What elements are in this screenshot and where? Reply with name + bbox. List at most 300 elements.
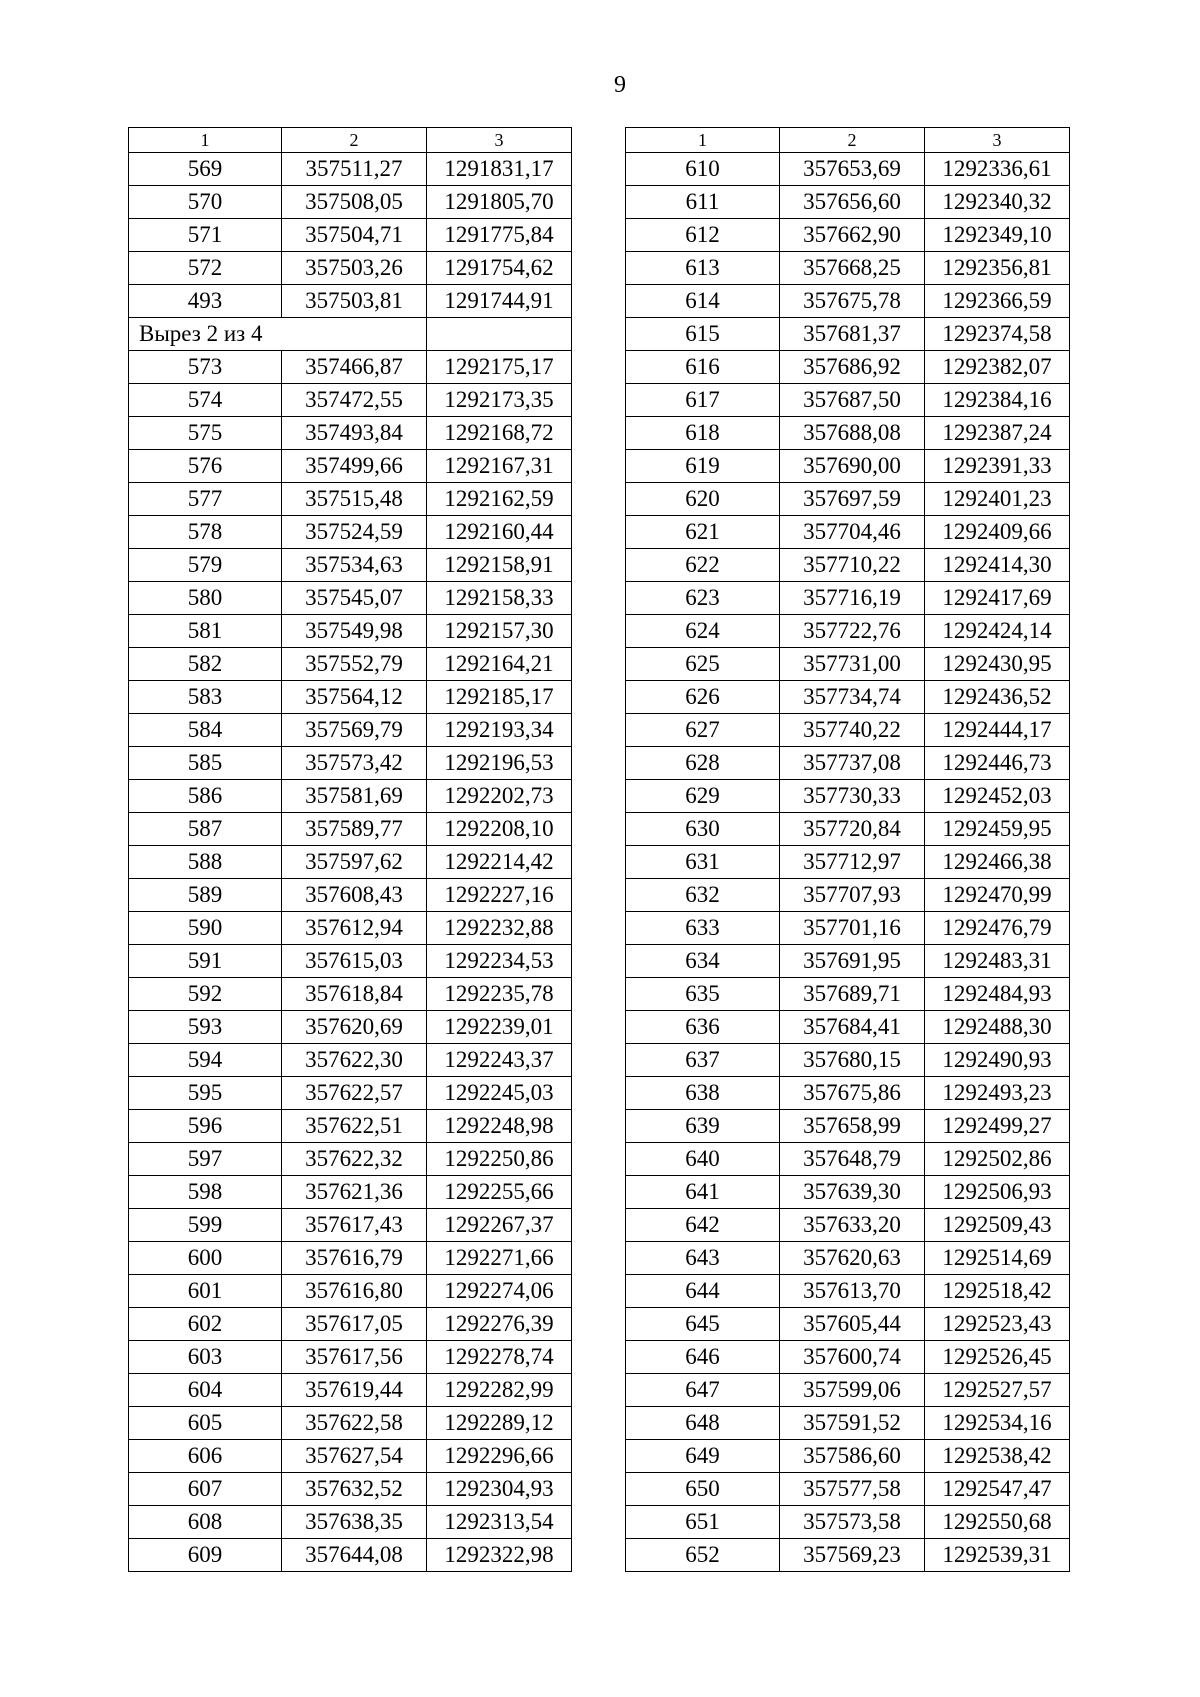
x-coordinate-cell: 357552,79 xyxy=(282,648,427,681)
table-row xyxy=(129,780,572,813)
x-coordinate-cell: 357622,57 xyxy=(282,1077,427,1110)
point-number-cell: 586 xyxy=(129,780,282,813)
y-coordinate-cell: 1292430,95 xyxy=(925,648,1070,681)
x-coordinate-cell: 357620,69 xyxy=(282,1011,427,1044)
table-row xyxy=(129,648,572,681)
x-coordinate-cell: 357515,48 xyxy=(282,483,427,516)
y-coordinate-cell: 1292484,93 xyxy=(925,978,1070,1011)
table-row xyxy=(129,912,572,945)
point-number-cell: 639 xyxy=(626,1110,780,1143)
x-coordinate-cell: 357621,36 xyxy=(282,1176,427,1209)
table-row xyxy=(129,1176,572,1209)
point-number-cell: 632 xyxy=(626,879,780,912)
point-number-cell: 614 xyxy=(626,285,780,318)
table-row xyxy=(626,1209,1070,1242)
point-number-cell: 640 xyxy=(626,1143,780,1176)
x-coordinate-cell: 357618,84 xyxy=(282,978,427,1011)
x-coordinate-cell: 357684,41 xyxy=(780,1011,925,1044)
x-coordinate-cell: 357712,97 xyxy=(780,846,925,879)
x-coordinate-cell: 357620,63 xyxy=(780,1242,925,1275)
point-number-cell: 647 xyxy=(626,1374,780,1407)
point-number-cell: 595 xyxy=(129,1077,282,1110)
table-row xyxy=(626,1044,1070,1077)
point-number-cell: 593 xyxy=(129,1011,282,1044)
point-number-cell: 570 xyxy=(129,186,282,219)
x-coordinate-cell: 357675,78 xyxy=(780,285,925,318)
table-row xyxy=(626,681,1070,714)
y-coordinate-cell: 1292255,66 xyxy=(427,1176,572,1209)
table-row xyxy=(129,285,572,318)
point-number-cell: 646 xyxy=(626,1341,780,1374)
column-header-3: 3 xyxy=(427,128,572,153)
x-coordinate-cell: 357524,59 xyxy=(282,516,427,549)
point-number-cell: 589 xyxy=(129,879,282,912)
table-header-row xyxy=(129,128,572,153)
table-row xyxy=(626,582,1070,615)
y-coordinate-cell: 1292271,66 xyxy=(427,1242,572,1275)
x-coordinate-cell: 357668,25 xyxy=(780,252,925,285)
x-coordinate-cell: 357704,46 xyxy=(780,516,925,549)
point-number-cell: 591 xyxy=(129,945,282,978)
table-row xyxy=(129,1473,572,1506)
x-coordinate-cell: 357734,74 xyxy=(780,681,925,714)
table-row xyxy=(129,186,572,219)
table-row xyxy=(626,747,1070,780)
x-coordinate-cell: 357675,86 xyxy=(780,1077,925,1110)
table-row xyxy=(626,1374,1070,1407)
table-row xyxy=(626,549,1070,582)
x-coordinate-cell: 357653,69 xyxy=(780,153,925,186)
point-number-cell: 651 xyxy=(626,1506,780,1539)
point-number-cell: 584 xyxy=(129,714,282,747)
y-coordinate-cell: 1292550,68 xyxy=(925,1506,1070,1539)
x-coordinate-cell: 357740,22 xyxy=(780,714,925,747)
y-coordinate-cell: 1292539,31 xyxy=(925,1539,1070,1572)
point-number-cell: 630 xyxy=(626,813,780,846)
y-coordinate-cell: 1292235,78 xyxy=(427,978,572,1011)
x-coordinate-cell: 357681,37 xyxy=(780,318,925,351)
table-row xyxy=(626,846,1070,879)
y-coordinate-cell: 1292239,01 xyxy=(427,1011,572,1044)
x-coordinate-cell: 357697,59 xyxy=(780,483,925,516)
x-coordinate-cell: 357569,79 xyxy=(282,714,427,747)
table-row xyxy=(626,285,1070,318)
y-coordinate-cell: 1291775,84 xyxy=(427,219,572,252)
point-number-cell: 615 xyxy=(626,318,780,351)
table-row xyxy=(129,1407,572,1440)
x-coordinate-cell: 357597,62 xyxy=(282,846,427,879)
x-coordinate-cell: 357493,84 xyxy=(282,417,427,450)
x-coordinate-cell: 357617,56 xyxy=(282,1341,427,1374)
table-row xyxy=(626,879,1070,912)
point-number-cell: 578 xyxy=(129,516,282,549)
point-number-cell: 644 xyxy=(626,1275,780,1308)
x-coordinate-cell: 357720,84 xyxy=(780,813,925,846)
y-coordinate-cell: 1292414,30 xyxy=(925,549,1070,582)
y-coordinate-cell: 1292250,86 xyxy=(427,1143,572,1176)
table-row xyxy=(129,879,572,912)
y-coordinate-cell: 1292202,73 xyxy=(427,780,572,813)
table-row xyxy=(129,978,572,1011)
point-number-cell: 607 xyxy=(129,1473,282,1506)
table-row xyxy=(129,747,572,780)
point-number-cell: 608 xyxy=(129,1506,282,1539)
table-row xyxy=(626,714,1070,747)
table-row xyxy=(626,1143,1070,1176)
point-number-cell: 648 xyxy=(626,1407,780,1440)
point-number-cell: 628 xyxy=(626,747,780,780)
point-number-cell: 606 xyxy=(129,1440,282,1473)
y-coordinate-cell: 1292214,42 xyxy=(427,846,572,879)
point-number-cell: 571 xyxy=(129,219,282,252)
y-coordinate-cell: 1292274,06 xyxy=(427,1275,572,1308)
y-coordinate-cell: 1292340,32 xyxy=(925,186,1070,219)
y-coordinate-cell: 1292391,33 xyxy=(925,450,1070,483)
table-row xyxy=(626,450,1070,483)
point-number-cell: 576 xyxy=(129,450,282,483)
table-row xyxy=(626,1242,1070,1275)
table-row xyxy=(626,945,1070,978)
section-row xyxy=(129,318,572,351)
x-coordinate-cell: 357499,66 xyxy=(282,450,427,483)
table-row xyxy=(129,714,572,747)
x-coordinate-cell: 357534,63 xyxy=(282,549,427,582)
x-coordinate-cell: 357615,03 xyxy=(282,945,427,978)
x-coordinate-cell: 357589,77 xyxy=(282,813,427,846)
y-coordinate-cell: 1292538,42 xyxy=(925,1440,1070,1473)
y-coordinate-cell: 1292304,93 xyxy=(427,1473,572,1506)
y-coordinate-cell: 1292384,16 xyxy=(925,384,1070,417)
y-coordinate-cell: 1292289,12 xyxy=(427,1407,572,1440)
x-coordinate-cell: 357716,19 xyxy=(780,582,925,615)
table-row xyxy=(129,945,572,978)
table-row xyxy=(626,1176,1070,1209)
y-coordinate-cell: 1292417,69 xyxy=(925,582,1070,615)
x-coordinate-cell: 357686,92 xyxy=(780,351,925,384)
x-coordinate-cell: 357600,74 xyxy=(780,1341,925,1374)
x-coordinate-cell: 357549,98 xyxy=(282,615,427,648)
y-coordinate-cell: 1292470,99 xyxy=(925,879,1070,912)
y-coordinate-cell: 1292349,10 xyxy=(925,219,1070,252)
x-coordinate-cell: 357648,79 xyxy=(780,1143,925,1176)
coordinates-table-left-body xyxy=(129,128,572,1572)
point-number-cell: 619 xyxy=(626,450,780,483)
table-row xyxy=(626,1341,1070,1374)
table-row xyxy=(626,417,1070,450)
y-coordinate-cell: 1292296,66 xyxy=(427,1440,572,1473)
y-coordinate-cell: 1292374,58 xyxy=(925,318,1070,351)
point-number-cell: 613 xyxy=(626,252,780,285)
point-number-cell: 629 xyxy=(626,780,780,813)
x-coordinate-cell: 357701,16 xyxy=(780,912,925,945)
point-number-cell: 569 xyxy=(129,153,282,186)
point-number-cell: 635 xyxy=(626,978,780,1011)
x-coordinate-cell: 357656,60 xyxy=(780,186,925,219)
table-row xyxy=(129,1110,572,1143)
point-number-cell: 616 xyxy=(626,351,780,384)
y-coordinate-cell: 1292409,66 xyxy=(925,516,1070,549)
x-coordinate-cell: 357622,51 xyxy=(282,1110,427,1143)
y-coordinate-cell: 1292483,31 xyxy=(925,945,1070,978)
section-label: Вырез 2 из 4 xyxy=(129,318,427,351)
y-coordinate-cell: 1292424,14 xyxy=(925,615,1070,648)
x-coordinate-cell: 357730,33 xyxy=(780,780,925,813)
table-row xyxy=(626,516,1070,549)
y-coordinate-cell: 1292356,81 xyxy=(925,252,1070,285)
point-number-cell: 623 xyxy=(626,582,780,615)
y-coordinate-cell: 1292506,93 xyxy=(925,1176,1070,1209)
coordinates-table-left xyxy=(128,127,572,1572)
y-coordinate-cell: 1292527,57 xyxy=(925,1374,1070,1407)
point-number-cell: 620 xyxy=(626,483,780,516)
point-number-cell: 574 xyxy=(129,384,282,417)
x-coordinate-cell: 357633,20 xyxy=(780,1209,925,1242)
y-coordinate-cell: 1292208,10 xyxy=(427,813,572,846)
y-coordinate-cell: 1291754,62 xyxy=(427,252,572,285)
x-coordinate-cell: 357690,00 xyxy=(780,450,925,483)
y-coordinate-cell: 1292502,86 xyxy=(925,1143,1070,1176)
point-number-cell: 610 xyxy=(626,153,780,186)
table-row xyxy=(129,417,572,450)
x-coordinate-cell: 357573,58 xyxy=(780,1506,925,1539)
point-number-cell: 617 xyxy=(626,384,780,417)
table-row xyxy=(129,1044,572,1077)
point-number-cell: 605 xyxy=(129,1407,282,1440)
x-coordinate-cell: 357617,43 xyxy=(282,1209,427,1242)
point-number-cell: 621 xyxy=(626,516,780,549)
y-coordinate-cell: 1292401,23 xyxy=(925,483,1070,516)
table-row xyxy=(626,1308,1070,1341)
y-coordinate-cell: 1292168,72 xyxy=(427,417,572,450)
x-coordinate-cell: 357564,12 xyxy=(282,681,427,714)
x-coordinate-cell: 357545,07 xyxy=(282,582,427,615)
table-row xyxy=(626,186,1070,219)
x-coordinate-cell: 357619,44 xyxy=(282,1374,427,1407)
table-row xyxy=(129,384,572,417)
x-coordinate-cell: 357617,05 xyxy=(282,1308,427,1341)
y-coordinate-cell: 1292245,03 xyxy=(427,1077,572,1110)
table-row xyxy=(626,1110,1070,1143)
y-coordinate-cell: 1292175,17 xyxy=(427,351,572,384)
x-coordinate-cell: 357586,60 xyxy=(780,1440,925,1473)
x-coordinate-cell: 357591,52 xyxy=(780,1407,925,1440)
table-row xyxy=(626,1473,1070,1506)
y-coordinate-cell: 1292452,03 xyxy=(925,780,1070,813)
column-header-3: 3 xyxy=(925,128,1070,153)
point-number-cell: 637 xyxy=(626,1044,780,1077)
table-row xyxy=(129,1341,572,1374)
table-row xyxy=(129,1077,572,1110)
y-coordinate-cell: 1292523,43 xyxy=(925,1308,1070,1341)
table-row xyxy=(626,318,1070,351)
x-coordinate-cell: 357569,23 xyxy=(780,1539,925,1572)
x-coordinate-cell: 357687,50 xyxy=(780,384,925,417)
point-number-cell: 627 xyxy=(626,714,780,747)
table-row xyxy=(129,846,572,879)
point-number-cell: 618 xyxy=(626,417,780,450)
point-number-cell: 580 xyxy=(129,582,282,615)
point-number-cell: 598 xyxy=(129,1176,282,1209)
x-coordinate-cell: 357616,79 xyxy=(282,1242,427,1275)
coordinates-table-right xyxy=(625,127,1070,1572)
table-row xyxy=(626,351,1070,384)
point-number-cell: 622 xyxy=(626,549,780,582)
x-coordinate-cell: 357616,80 xyxy=(282,1275,427,1308)
point-number-cell: 585 xyxy=(129,747,282,780)
y-coordinate-cell: 1292514,69 xyxy=(925,1242,1070,1275)
y-coordinate-cell: 1292493,23 xyxy=(925,1077,1070,1110)
point-number-cell: 625 xyxy=(626,648,780,681)
table-row xyxy=(626,252,1070,285)
empty-cell xyxy=(427,318,572,351)
x-coordinate-cell: 357691,95 xyxy=(780,945,925,978)
table-row xyxy=(626,1440,1070,1473)
point-number-cell: 602 xyxy=(129,1308,282,1341)
column-header-2: 2 xyxy=(282,128,427,153)
table-row xyxy=(129,582,572,615)
point-number-cell: 597 xyxy=(129,1143,282,1176)
table-row xyxy=(626,384,1070,417)
point-number-cell: 624 xyxy=(626,615,780,648)
table-row xyxy=(129,351,572,384)
point-number-cell: 594 xyxy=(129,1044,282,1077)
point-number-cell: 645 xyxy=(626,1308,780,1341)
point-number-cell: 612 xyxy=(626,219,780,252)
point-number-cell: 631 xyxy=(626,846,780,879)
point-number-cell: 587 xyxy=(129,813,282,846)
x-coordinate-cell: 357503,26 xyxy=(282,252,427,285)
table-row xyxy=(129,1209,572,1242)
y-coordinate-cell: 1292173,35 xyxy=(427,384,572,417)
point-number-cell: 575 xyxy=(129,417,282,450)
x-coordinate-cell: 357638,35 xyxy=(282,1506,427,1539)
y-coordinate-cell: 1292534,16 xyxy=(925,1407,1070,1440)
point-number-cell: 641 xyxy=(626,1176,780,1209)
x-coordinate-cell: 357731,00 xyxy=(780,648,925,681)
table-row xyxy=(129,1440,572,1473)
x-coordinate-cell: 357577,58 xyxy=(780,1473,925,1506)
point-number-cell: 643 xyxy=(626,1242,780,1275)
point-number-cell: 582 xyxy=(129,648,282,681)
x-coordinate-cell: 357608,43 xyxy=(282,879,427,912)
x-coordinate-cell: 357472,55 xyxy=(282,384,427,417)
point-number-cell: 588 xyxy=(129,846,282,879)
x-coordinate-cell: 357622,30 xyxy=(282,1044,427,1077)
y-coordinate-cell: 1292466,38 xyxy=(925,846,1070,879)
y-coordinate-cell: 1292158,33 xyxy=(427,582,572,615)
point-number-cell: 590 xyxy=(129,912,282,945)
point-number-cell: 603 xyxy=(129,1341,282,1374)
table-row xyxy=(626,219,1070,252)
y-coordinate-cell: 1292267,37 xyxy=(427,1209,572,1242)
table-row xyxy=(626,153,1070,186)
point-number-cell: 604 xyxy=(129,1374,282,1407)
point-number-cell: 599 xyxy=(129,1209,282,1242)
table-row xyxy=(626,912,1070,945)
point-number-cell: 573 xyxy=(129,351,282,384)
point-number-cell: 596 xyxy=(129,1110,282,1143)
point-number-cell: 601 xyxy=(129,1275,282,1308)
y-coordinate-cell: 1292158,91 xyxy=(427,549,572,582)
table-row xyxy=(626,978,1070,1011)
table-row xyxy=(129,450,572,483)
y-coordinate-cell: 1292234,53 xyxy=(427,945,572,978)
point-number-cell: 652 xyxy=(626,1539,780,1572)
table-row xyxy=(626,1407,1070,1440)
coordinates-table-right-body xyxy=(626,128,1070,1572)
point-number-cell: 577 xyxy=(129,483,282,516)
y-coordinate-cell: 1292278,74 xyxy=(427,1341,572,1374)
y-coordinate-cell: 1292232,88 xyxy=(427,912,572,945)
y-coordinate-cell: 1292518,42 xyxy=(925,1275,1070,1308)
point-number-cell: 636 xyxy=(626,1011,780,1044)
y-coordinate-cell: 1292196,53 xyxy=(427,747,572,780)
y-coordinate-cell: 1292313,54 xyxy=(427,1506,572,1539)
y-coordinate-cell: 1292322,98 xyxy=(427,1539,572,1572)
x-coordinate-cell: 357632,52 xyxy=(282,1473,427,1506)
table-row xyxy=(626,483,1070,516)
table-row xyxy=(129,813,572,846)
y-coordinate-cell: 1292164,21 xyxy=(427,648,572,681)
table-row xyxy=(626,1077,1070,1110)
y-coordinate-cell: 1292193,34 xyxy=(427,714,572,747)
x-coordinate-cell: 357605,44 xyxy=(780,1308,925,1341)
y-coordinate-cell: 1292157,30 xyxy=(427,615,572,648)
y-coordinate-cell: 1292160,44 xyxy=(427,516,572,549)
x-coordinate-cell: 357508,05 xyxy=(282,186,427,219)
table-row xyxy=(626,1506,1070,1539)
y-coordinate-cell: 1291744,91 xyxy=(427,285,572,318)
point-number-cell: 583 xyxy=(129,681,282,714)
y-coordinate-cell: 1292444,17 xyxy=(925,714,1070,747)
x-coordinate-cell: 357722,76 xyxy=(780,615,925,648)
y-coordinate-cell: 1292499,27 xyxy=(925,1110,1070,1143)
table-row xyxy=(129,1275,572,1308)
y-coordinate-cell: 1292248,98 xyxy=(427,1110,572,1143)
x-coordinate-cell: 357710,22 xyxy=(780,549,925,582)
x-coordinate-cell: 357622,58 xyxy=(282,1407,427,1440)
x-coordinate-cell: 357639,30 xyxy=(780,1176,925,1209)
x-coordinate-cell: 357658,99 xyxy=(780,1110,925,1143)
x-coordinate-cell: 357627,54 xyxy=(282,1440,427,1473)
x-coordinate-cell: 357613,70 xyxy=(780,1275,925,1308)
table-row xyxy=(626,780,1070,813)
y-coordinate-cell: 1292185,17 xyxy=(427,681,572,714)
table-row xyxy=(129,1506,572,1539)
table-row xyxy=(626,813,1070,846)
point-number-cell: 579 xyxy=(129,549,282,582)
point-number-cell: 638 xyxy=(626,1077,780,1110)
y-coordinate-cell: 1292488,30 xyxy=(925,1011,1070,1044)
x-coordinate-cell: 357503,81 xyxy=(282,285,427,318)
table-header-row xyxy=(626,128,1070,153)
point-number-cell: 649 xyxy=(626,1440,780,1473)
x-coordinate-cell: 357707,93 xyxy=(780,879,925,912)
x-coordinate-cell: 357644,08 xyxy=(282,1539,427,1572)
y-coordinate-cell: 1292476,79 xyxy=(925,912,1070,945)
y-coordinate-cell: 1292366,59 xyxy=(925,285,1070,318)
table-row xyxy=(129,1539,572,1572)
point-number-cell: 600 xyxy=(129,1242,282,1275)
y-coordinate-cell: 1292509,43 xyxy=(925,1209,1070,1242)
table-row xyxy=(129,681,572,714)
point-number-cell: 611 xyxy=(626,186,780,219)
x-coordinate-cell: 357504,71 xyxy=(282,219,427,252)
x-coordinate-cell: 357599,06 xyxy=(780,1374,925,1407)
table-row xyxy=(129,1374,572,1407)
table-row xyxy=(129,516,572,549)
y-coordinate-cell: 1292336,61 xyxy=(925,153,1070,186)
